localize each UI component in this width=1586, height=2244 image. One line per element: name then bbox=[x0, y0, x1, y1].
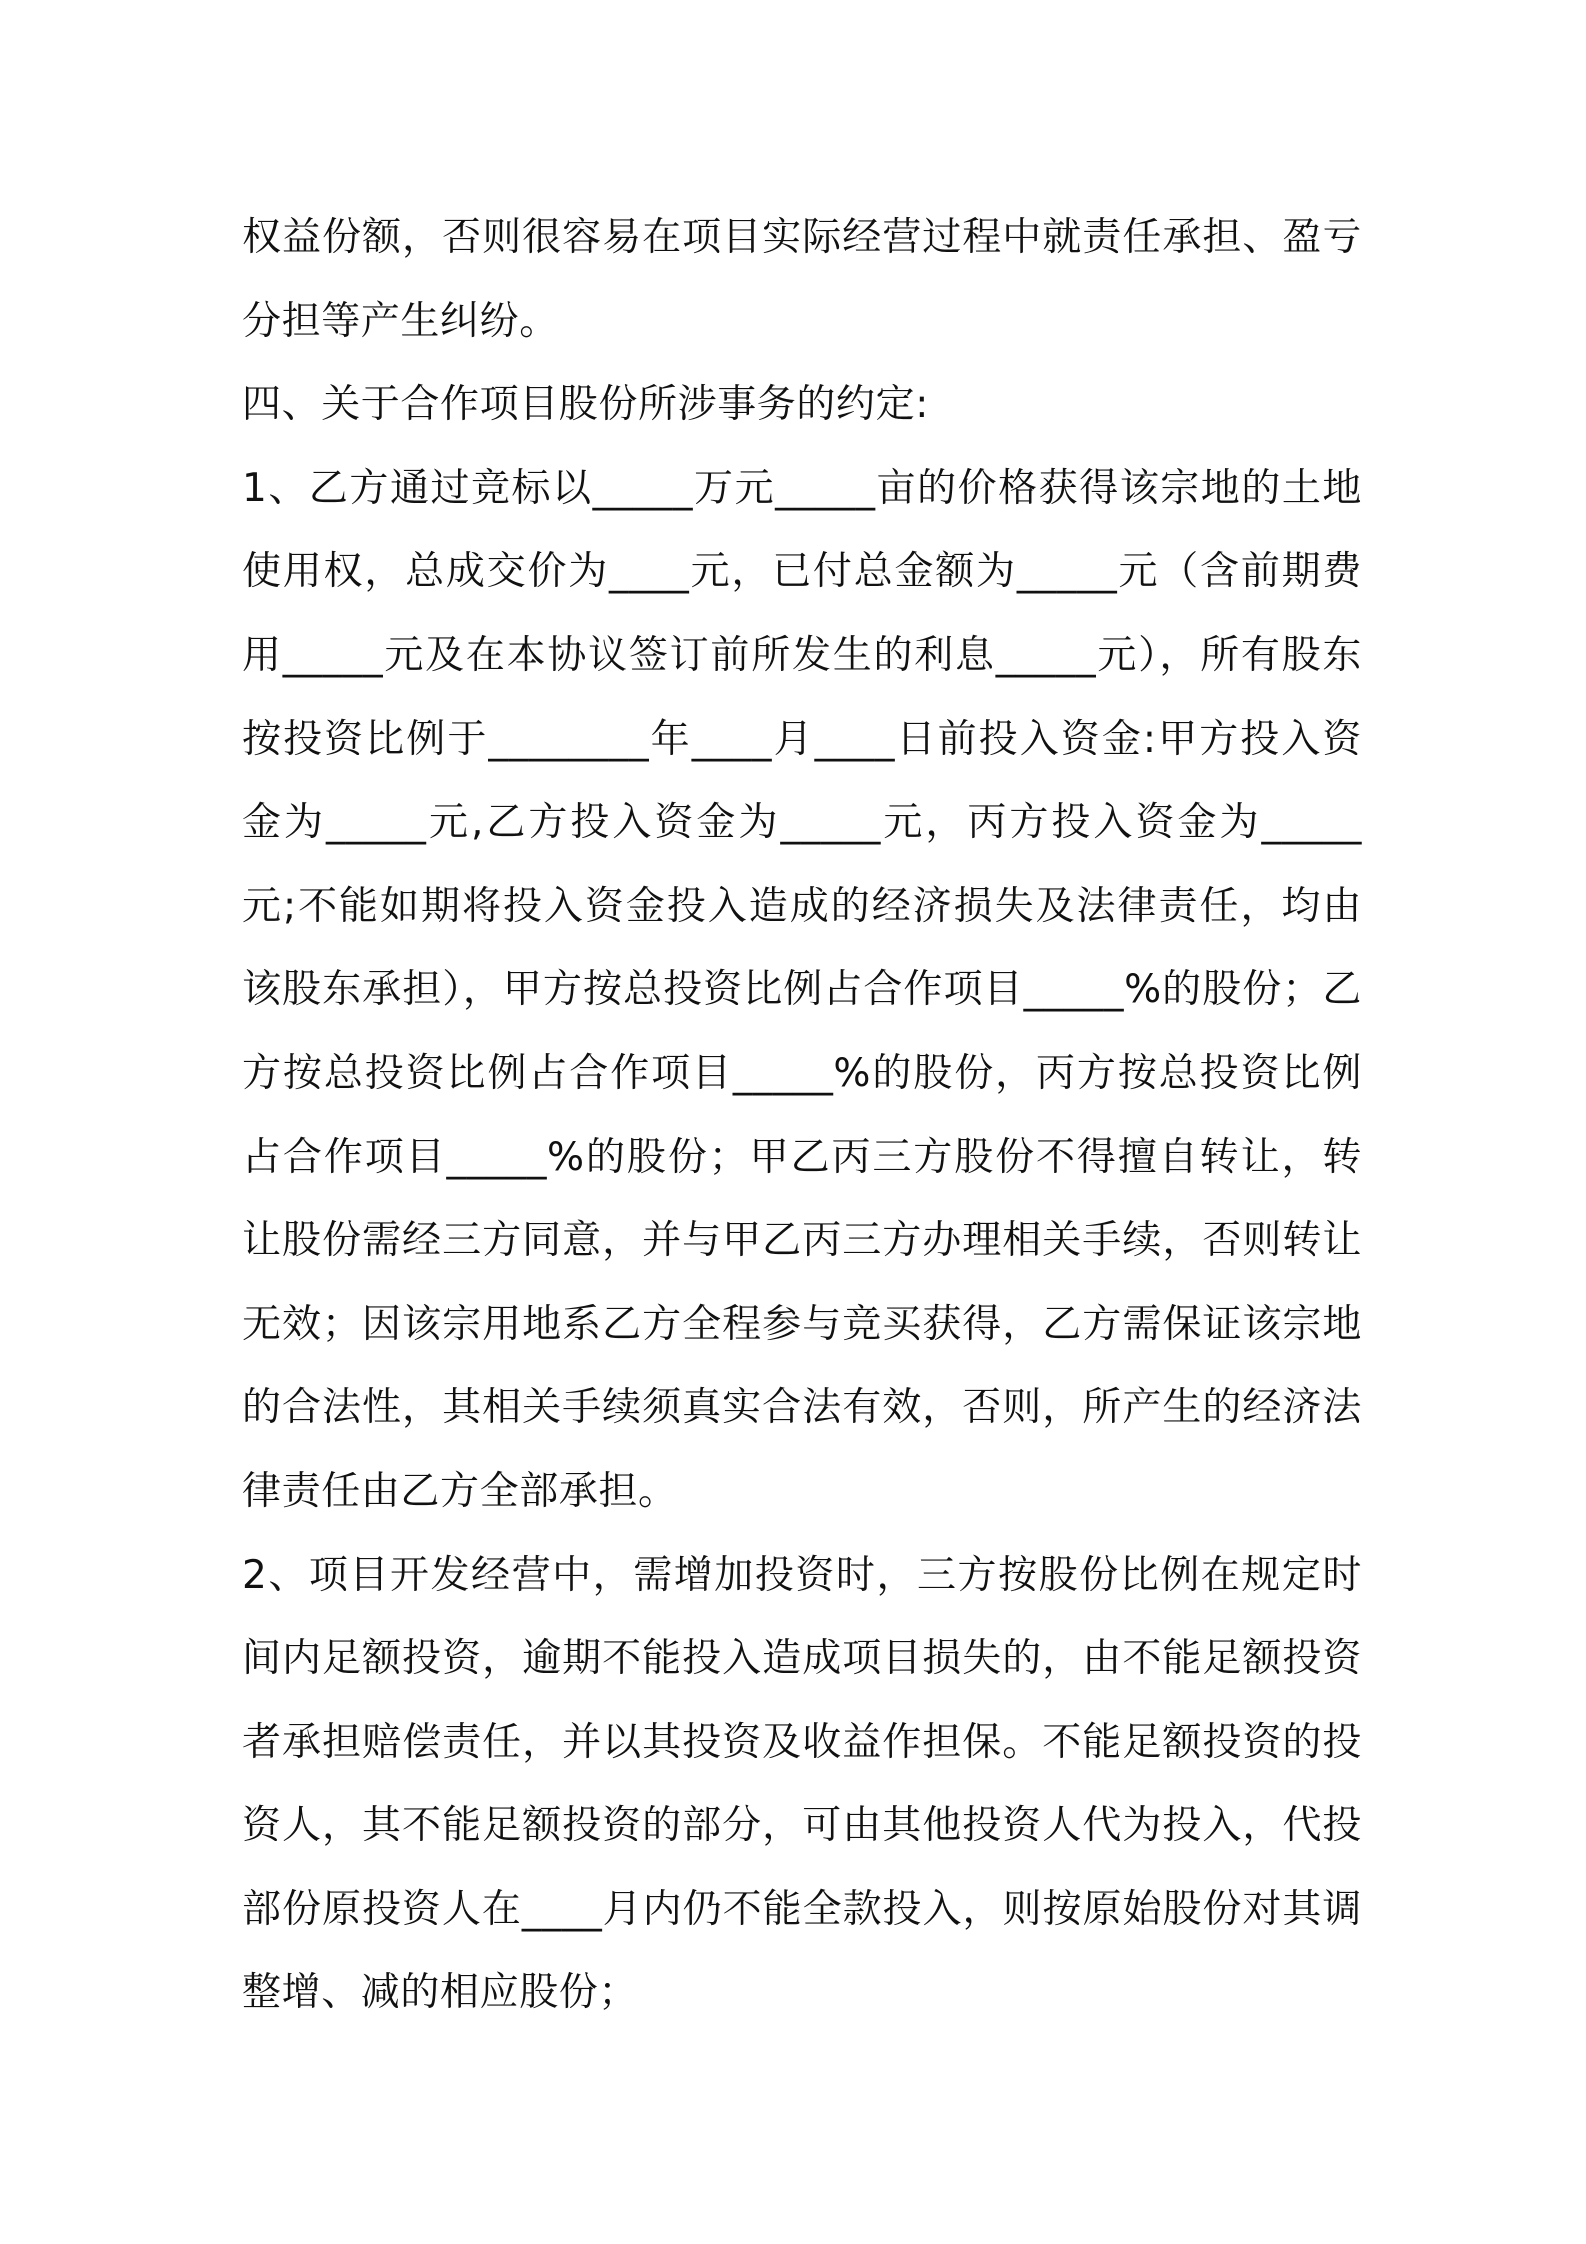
clause-2: 2、项目开发经营中，需增加投资时，三方按股份比例在规定时间内足额投资，逾期不能投入造成项目损失的，由不能足额投资者承担赔偿责任，并以其投资及收益作担保。不能足额投资的投资人，其不能足额投资的部分，可由其他投资人代为投入，代投部份原投资人在____月内仍不能全款投入，则按原始股份对其调整增、减的相应股份； bbox=[242, 1552, 1362, 2016]
paragraph-continuation: 权益份额，否则很容易在项目实际经营过程中就责任承担、盈亏分担等产生纠纷。 bbox=[242, 215, 1362, 344]
clause-1: 1、乙方通过竞标以_____万元_____亩的价格获得该宗地的土地使用权，总成交价为____元，已付总金额为_____元（含前期费用_____元及在本协议签订前所发生的利息_____元），所有股东按投资比例于________年____月____日前投入资金:甲方投入资金为_____元,乙方投入资金为_____元，丙方投入资金为_____元;不能如期将投入资金投入造成的经济损失及法律责任，均由该股东承担），甲方按总投资比例占合作项目_____%的股份；乙方按总投资比例占合作项目_____%的股份，丙方按总投资比例占合作项目_____%的股份；甲乙丙三方股份不得擅自转让，转让股份需经三方同意，并与甲乙丙三方办理相关手续，否则转让无效；因该宗用地系乙方全程参与竞买获得，乙方需保证该宗地的合法性，其相关手续须真实合法有效，否则，所产生的经济法律责任由乙方全部承担。 bbox=[242, 465, 1362, 1514]
document-body bbox=[242, 196, 1362, 2035]
section-heading: 四、关于合作项目股份所涉事务的约定: bbox=[242, 382, 929, 428]
